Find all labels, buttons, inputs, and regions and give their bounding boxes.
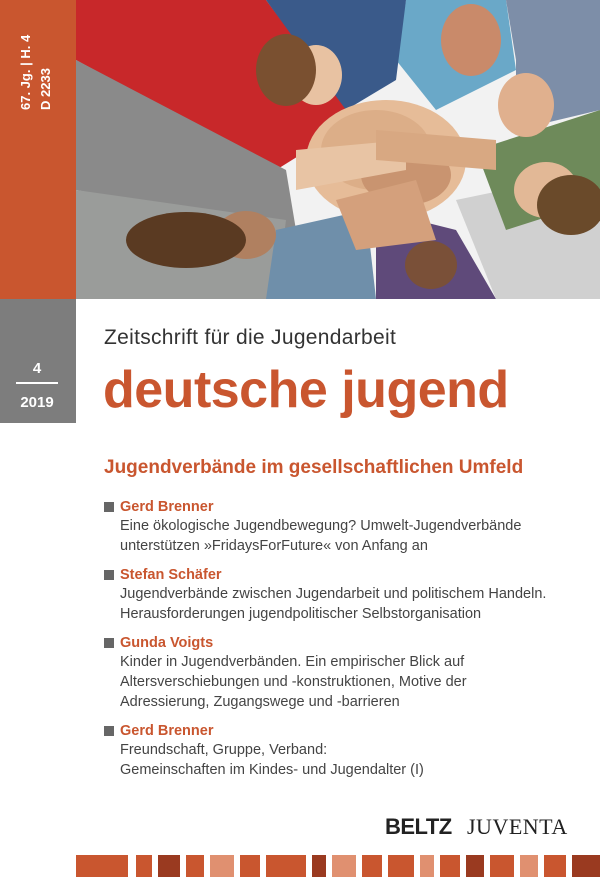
stripe-block xyxy=(266,855,306,877)
article-item xyxy=(104,498,584,556)
article-author: Gunda Voigts xyxy=(120,635,214,651)
publisher-name-juventa: JUVENTA xyxy=(467,814,568,839)
stripe-block xyxy=(210,855,234,877)
article-description: Jugendverbände zwischen Jugendarbeit und politischem Handeln. Herausforderungen jugendpolitischer Selbstorganisation xyxy=(120,586,547,622)
stripe-block xyxy=(362,855,382,877)
article-item xyxy=(104,566,584,624)
stripe-block xyxy=(544,855,566,877)
stripe-block xyxy=(520,855,538,877)
article-description: Freundschaft, Gruppe, Verband: Gemeinschaften im Kindes- und Jugendalter (I) xyxy=(120,742,424,778)
stripe-block xyxy=(466,855,484,877)
stripe-block xyxy=(388,855,414,877)
group-hands-photo xyxy=(76,0,600,299)
bullet-square-icon xyxy=(104,726,114,736)
stripe-block xyxy=(76,855,128,877)
publisher-name-beltz: BELTZ xyxy=(385,814,452,839)
stripe-block xyxy=(136,855,152,877)
article-description: Kinder in Jugendverbänden. Ein empirischer Blick auf Altersverschiebungen und -konstruktionen, Motive der Adressierung, Zugangswege und -barrieren xyxy=(120,654,467,710)
article-author: Gerd Brenner xyxy=(120,723,214,739)
bullet-square-icon xyxy=(104,638,114,648)
stripe-block xyxy=(240,855,260,877)
journal-subtitle: Zeitschrift für die Jugendarbeit xyxy=(104,326,397,349)
stripe-block xyxy=(490,855,514,877)
article-item xyxy=(104,634,584,712)
bullet-square-icon xyxy=(104,570,114,580)
journal-title: deutsche jugend xyxy=(103,361,509,419)
article-author: Stefan Schäfer xyxy=(120,567,222,583)
bullet-square-icon xyxy=(104,502,114,512)
cover-photo xyxy=(76,0,600,299)
issue-theme: Jugendverbände im gesellschaftlichen Umfeld xyxy=(104,457,524,478)
issue-divider xyxy=(16,382,58,384)
issue-year: 2019 xyxy=(20,394,54,411)
article-description: Eine ökologische Jugendbewegung? Umwelt-Jugendverbände unterstützen »FridaysForFuture« von Anfang an xyxy=(120,518,522,554)
article-author: Gerd Brenner xyxy=(120,499,214,515)
article-item xyxy=(104,722,584,780)
issn-code-label: D 2233 xyxy=(38,68,53,110)
stripe-block xyxy=(158,855,180,877)
decorative-color-stripe xyxy=(76,855,600,877)
article-list xyxy=(104,498,584,790)
stripe-block xyxy=(440,855,460,877)
stripe-block xyxy=(332,855,356,877)
sidebar-vertical-text xyxy=(18,34,58,120)
volume-label: 67. Jg. | H. 4 xyxy=(18,34,33,110)
stripe-block xyxy=(572,855,600,877)
issue-number: 4 xyxy=(32,360,42,377)
stripe-block xyxy=(186,855,204,877)
stripe-block xyxy=(420,855,434,877)
stripe-block xyxy=(312,855,326,877)
sidebar-orange-panel xyxy=(0,0,76,299)
